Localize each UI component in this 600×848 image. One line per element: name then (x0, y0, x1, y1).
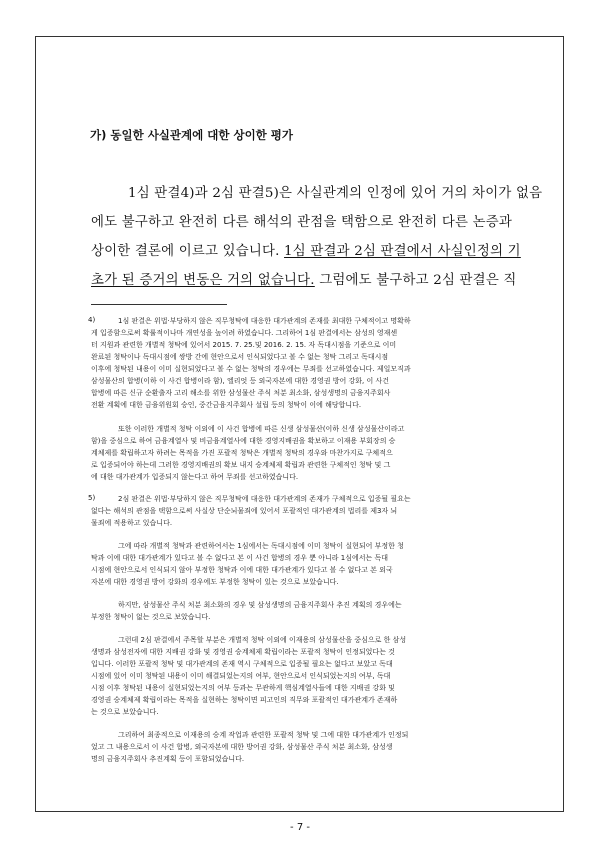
footnote-line: 었고 그 내용으로서 이 사건 합병, 외국자본에 대한 방어권 강화, 삼성물산 주식 처분 최소화, 삼성생 (91, 743, 393, 751)
footnote-separator (91, 304, 227, 305)
footnote-line: 그에 따라 개별적 청탁과 관련하여서는 1심에서는 독대시점에 이미 청탁이 실현되어 부정한 청 (118, 542, 404, 550)
page-number: - 7 - (290, 822, 310, 833)
footnote-4-number: 4) (88, 316, 96, 324)
footnote-5-number: 5) (88, 494, 96, 502)
footnote-line: 시점에 현안으로서 인식되지 않아 부정한 청탁과 이에 대한 대가관계가 있다고 볼 수 없다고 본 외국 (91, 566, 393, 574)
footnote-line: 생명과 삼성전자에 대한 지배권 강화 및 경영권 승계체제 확립이라는 포괄적 청탁이 인정되었다는 것 (91, 648, 395, 656)
footnote-line: 그리하여 최종적으로 이재용의 승계 작업과 관련한 포괄적 청탁 및 그에 대한 대가관계가 인정되 (118, 731, 409, 739)
body-line-2: 에도 불구하고 완전히 다른 해석의 관점을 택함으로 완전히 다른 논증과 (91, 215, 513, 230)
footnote-line: 그런데 2심 판결에서 주목할 부분은 개별적 청탁 이외에 이재용의 삼성물산을 중심으로 한 삼성 (118, 636, 407, 644)
footnote-line: 합병에 따른 신규 순환출자 고리 해소를 위한 삼성물산 주식 처분 최소화, 삼성생명의 금융지주회사 (91, 389, 391, 397)
footnote-line: 완료된 청탁이나 독대시점에 쌍방 간에 현안으로서 인식되었다고 볼 수 없는 청탁 그리고 독대시점 (91, 353, 389, 361)
underlined-text: 1심 판결과 2심 판결에서 사실인정의 기 (284, 244, 521, 259)
footnote-line: 입니다. 이러한 포괄적 청탁 및 대가관계의 존재 역시 구체적으로 입증될 필요는 없다고 보았고 독대 (91, 660, 393, 668)
footnote-line: 시점 이후 청탁된 내용이 실현되었는지의 여부 등과는 무관하게 핵심계열사들에 대한 지배권 강화 및 (91, 684, 395, 692)
footnote-line: 없다는 해석의 관점을 택함으로써 사실상 단순뇌물죄에 있어서 포괄적인 대가관계의 법리를 제3자 뇌 (91, 507, 398, 515)
section-heading: 가) 동일한 사실관계에 대한 상이한 평가 (90, 128, 294, 142)
footnote-line: 시점에 있어 이미 청탁된 내용이 이미 해결되었는지의 여부, 현안으로서 인식되었는지의 여부, 독대 (91, 672, 391, 680)
footnote-line: 전환 계획에 대한 금융위원회 승인, 중간금융지주회사 설립 등의 청탁이 이에 해당합니다. (91, 401, 362, 409)
footnote-line: 로 입증되어야 하는데 그러한 경영지배권의 확보 내지 승계체제 확립과 관련한 구체적인 청탁 및 그 (91, 461, 391, 469)
body-line-1: 1심 판결4)과 2심 판결5)은 사실관계의 인정에 있어 거의 차이가 없음 (128, 186, 543, 201)
footnote-line: 2심 판결은 위법·부당하지 않은 직무청탁에 대응한 대가관계의 존재가 구체적으로 입증될 필요는 (118, 495, 411, 503)
footnote-line: 자본에 대한 경영권 방어 강화의 경우에도 부정한 청탁이 있는 것으로 보았습니다. (91, 578, 339, 586)
footnote-line: 경영권 승계체제 확립이라는 목적을 실현하는 청탁이면 피고인의 직무와 포괄적인 대가관계가 존재하 (91, 696, 398, 704)
footnote-line: 부정한 청탁이 없는 것으로 보았습니다. (91, 613, 211, 621)
footnote-line: 게 입증함으로써 확률적이나마 개연성을 높이려 하였습니다. 그리하여 1심 판결에서는 삼성의 영재센 (91, 329, 398, 337)
footnote-line: 1심 판결은 위법·부당하지 않은 직무청탁에 대응한 대가관계의 존재를 최대한 구체적이고 명확하 (118, 317, 411, 325)
footnote-line: 는 것으로 보았습니다. (91, 708, 159, 716)
footnote-line: 삼성물산의 합병(이하 이 사건 합병이라 함), 엘리엇 등 외국자본에 대한 경영권 방어 강화, 이 사건 (91, 377, 390, 385)
footnote-line: 계체제를 확립하고자 하려는 목적을 가진 포괄적 청탁은 개별적 청탁의 경우와 마찬가지로 구체적으 (91, 449, 393, 457)
footnote-line: 이후에 청탁된 내용이 이미 실현되었다고 볼 수 없는 청탁의 경우에는 무죄를 선고하였습니다. 제일모직과 (91, 365, 411, 373)
footnote-line: 명의 금융지주회사 추진계획 등이 포함되었습니다. (91, 755, 245, 763)
body-text: 그럼에도 불구하고 2심 판결은 직 (314, 273, 517, 288)
footnote-line: 하지만, 삼성물산 주식 처분 최소화의 경우 및 삼성생명의 금융지주회사 추진 계획의 경우에는 (118, 601, 402, 609)
footnote-line: 탁과 이에 대한 대가관계가 있다고 볼 수 없다고 본 이 사건 합병의 경우 뿐 아니라 1심에서는 독대 (91, 554, 389, 562)
footnote-line: 함)을 중심으로 하여 금융계열사 및 비금융계열사에 대한 경영지배권을 확보하고 이재용 부회장의 승 (91, 437, 396, 445)
underlined-text: 초가 된 증거의 변동은 거의 없습니다. (91, 273, 315, 288)
footnote-line: 또한 이러한 개별적 청탁 이외에 이 사건 합병에 따른 신생 삼성물산(이하 신생 삼성물산이라고 (118, 425, 405, 433)
body-line-4 (91, 273, 521, 289)
footnote-line: 에 대한 대가관계가 입증되지 않는다고 하여 무죄를 선고하였습니다. (91, 473, 299, 481)
footnote-line: 물죄에 적용하고 있습니다. (91, 519, 173, 527)
footnote-line: 터 지원과 관련한 개별적 청탁에 있어서 2015. 7. 25.및 2016. 2. 15. 자 독대시점을 기준으로 이미 (91, 341, 397, 349)
body-line-3 (91, 244, 521, 260)
body-text: 상이한 결론에 이르고 있습니다. (91, 244, 285, 259)
